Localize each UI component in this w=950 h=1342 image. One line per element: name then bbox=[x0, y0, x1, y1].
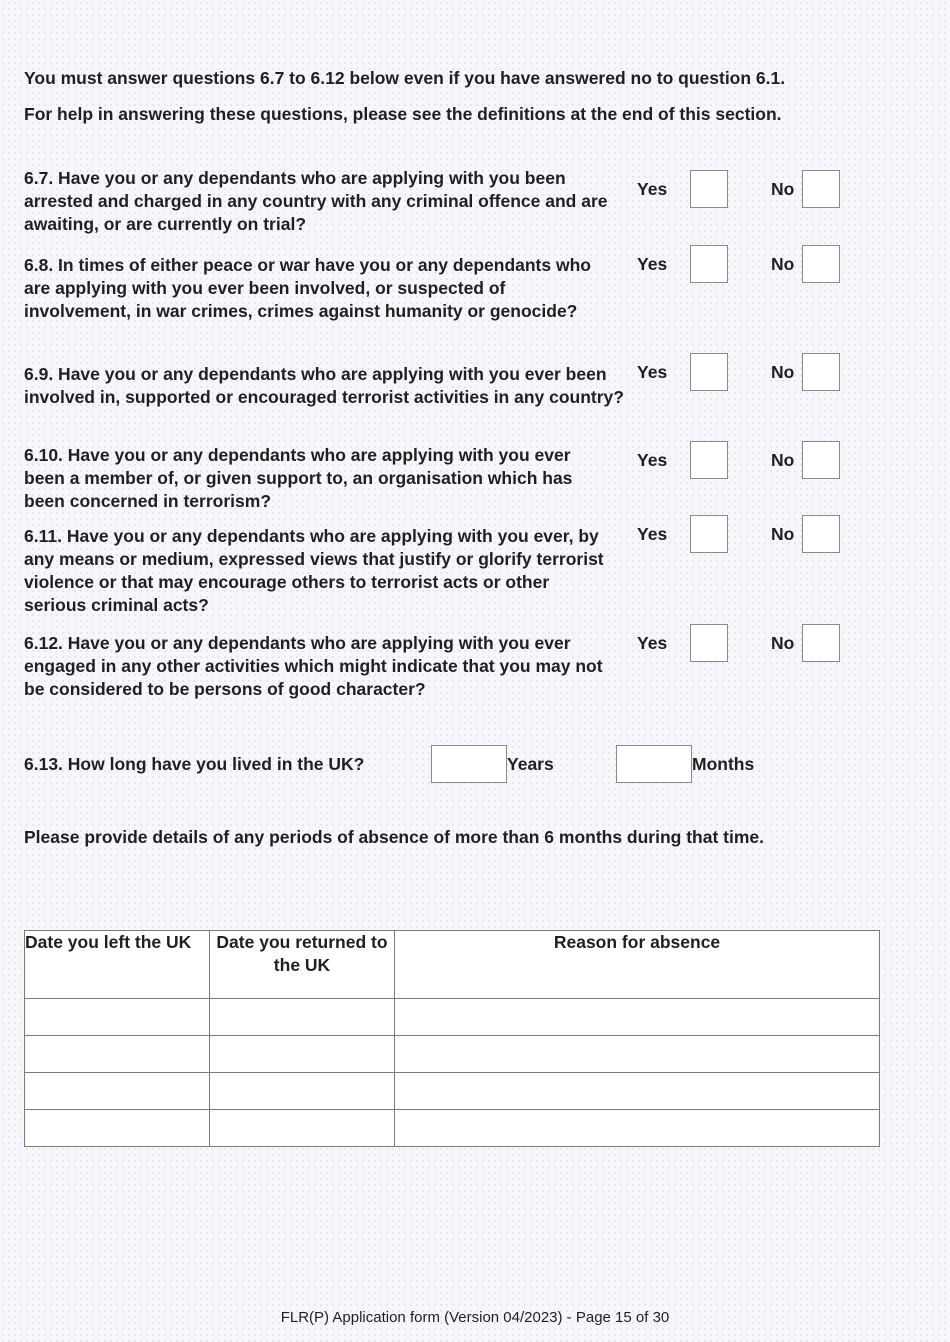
question-6-12: 6.12. Have you or any dependants who are applying with you ever engaged in any other activities which might indicate that you may not be considered to be persons of good character? bbox=[24, 633, 603, 699]
no-label-6-9: No bbox=[771, 362, 795, 382]
page-footer: FLR(P) Application form (Version 04/2023) - Page 15 of 30 bbox=[280, 1309, 670, 1326]
years-label: Years bbox=[507, 754, 554, 774]
table-row bbox=[25, 1073, 880, 1110]
date-left-cell[interactable] bbox=[25, 1036, 210, 1073]
no-label-6-11: No bbox=[771, 524, 795, 544]
reason-cell[interactable] bbox=[395, 999, 880, 1036]
absence-table-header bbox=[25, 931, 880, 999]
header-date-returned: Date you returned to the UK bbox=[210, 931, 395, 999]
yes-checkbox-6-9[interactable] bbox=[690, 353, 728, 391]
no-label-6-12: No bbox=[771, 633, 795, 653]
intro-line-2: For help in answering these questions, please see the definitions at the end of this section. bbox=[24, 104, 782, 124]
yes-label-6-12: Yes bbox=[637, 633, 668, 653]
no-label-6-7: No bbox=[771, 179, 795, 199]
yes-label-6-7: Yes bbox=[637, 179, 668, 199]
date-returned-cell[interactable] bbox=[210, 1073, 395, 1110]
question-6-11: 6.11. Have you or any dependants who are applying with you ever, by any means or medium, expressed views that justify or glorify terrorist violence or that may encourage others to terrorist acts or other serious criminal acts? bbox=[24, 526, 604, 615]
no-label-6-10: No bbox=[771, 450, 795, 470]
table-row bbox=[25, 1110, 880, 1147]
months-input[interactable] bbox=[616, 745, 692, 783]
no-label-6-8: No bbox=[771, 254, 795, 274]
table-row bbox=[25, 1036, 880, 1073]
yes-checkbox-6-11[interactable] bbox=[690, 515, 728, 553]
question-6-9: 6.9. Have you or any dependants who are applying with you ever been involved in, supported or encouraged terrorist activities in any country? bbox=[24, 364, 624, 407]
no-checkbox-6-8[interactable] bbox=[802, 245, 840, 283]
no-checkbox-6-9[interactable] bbox=[802, 353, 840, 391]
date-returned-cell[interactable] bbox=[210, 999, 395, 1036]
months-label: Months bbox=[692, 754, 755, 774]
yes-label-6-10: Yes bbox=[637, 450, 668, 470]
absence-instruction: Please provide details of any periods of absence of more than 6 months during that time. bbox=[24, 827, 765, 847]
yes-label-6-9: Yes bbox=[637, 362, 668, 382]
no-checkbox-6-11[interactable] bbox=[802, 515, 840, 553]
date-returned-cell[interactable] bbox=[210, 1110, 395, 1147]
question-6-8: 6.8. In times of either peace or war have you or any dependants who are applying with you ever been involved, or suspected of involvement, in war crimes, crimes against humanity or genocide? bbox=[24, 255, 591, 321]
intro-line-1: You must answer questions 6.7 to 6.12 below even if you have answered no to question 6.1. bbox=[24, 68, 786, 88]
yes-checkbox-6-7[interactable] bbox=[690, 170, 728, 208]
question-6-13: 6.13. How long have you lived in the UK? bbox=[24, 754, 365, 774]
date-left-cell[interactable] bbox=[25, 1110, 210, 1147]
reason-cell[interactable] bbox=[395, 1073, 880, 1110]
question-6-10: 6.10. Have you or any dependants who are applying with you ever been a member of, or given support to, an organisation which has been concerned in terrorism? bbox=[24, 445, 573, 511]
question-6-7: 6.7. Have you or any dependants who are applying with you been arrested and charged in any country with any criminal offence and are awaiting, or are currently on trial? bbox=[24, 168, 608, 234]
yes-checkbox-6-10[interactable] bbox=[690, 441, 728, 479]
yes-checkbox-6-12[interactable] bbox=[690, 624, 728, 662]
header-date-left: Date you left the UK bbox=[25, 931, 210, 999]
reason-cell[interactable] bbox=[395, 1036, 880, 1073]
no-checkbox-6-10[interactable] bbox=[802, 441, 840, 479]
yes-label-6-8: Yes bbox=[637, 254, 668, 274]
absence-table bbox=[24, 930, 880, 1147]
no-checkbox-6-12[interactable] bbox=[802, 624, 840, 662]
years-input[interactable] bbox=[431, 745, 507, 783]
header-reason: Reason for absence bbox=[395, 931, 880, 999]
no-checkbox-6-7[interactable] bbox=[802, 170, 840, 208]
yes-checkbox-6-8[interactable] bbox=[690, 245, 728, 283]
table-row bbox=[25, 999, 880, 1036]
date-left-cell[interactable] bbox=[25, 1073, 210, 1110]
date-left-cell[interactable] bbox=[25, 999, 210, 1036]
reason-cell[interactable] bbox=[395, 1110, 880, 1147]
date-returned-cell[interactable] bbox=[210, 1036, 395, 1073]
yes-label-6-11: Yes bbox=[637, 524, 668, 544]
